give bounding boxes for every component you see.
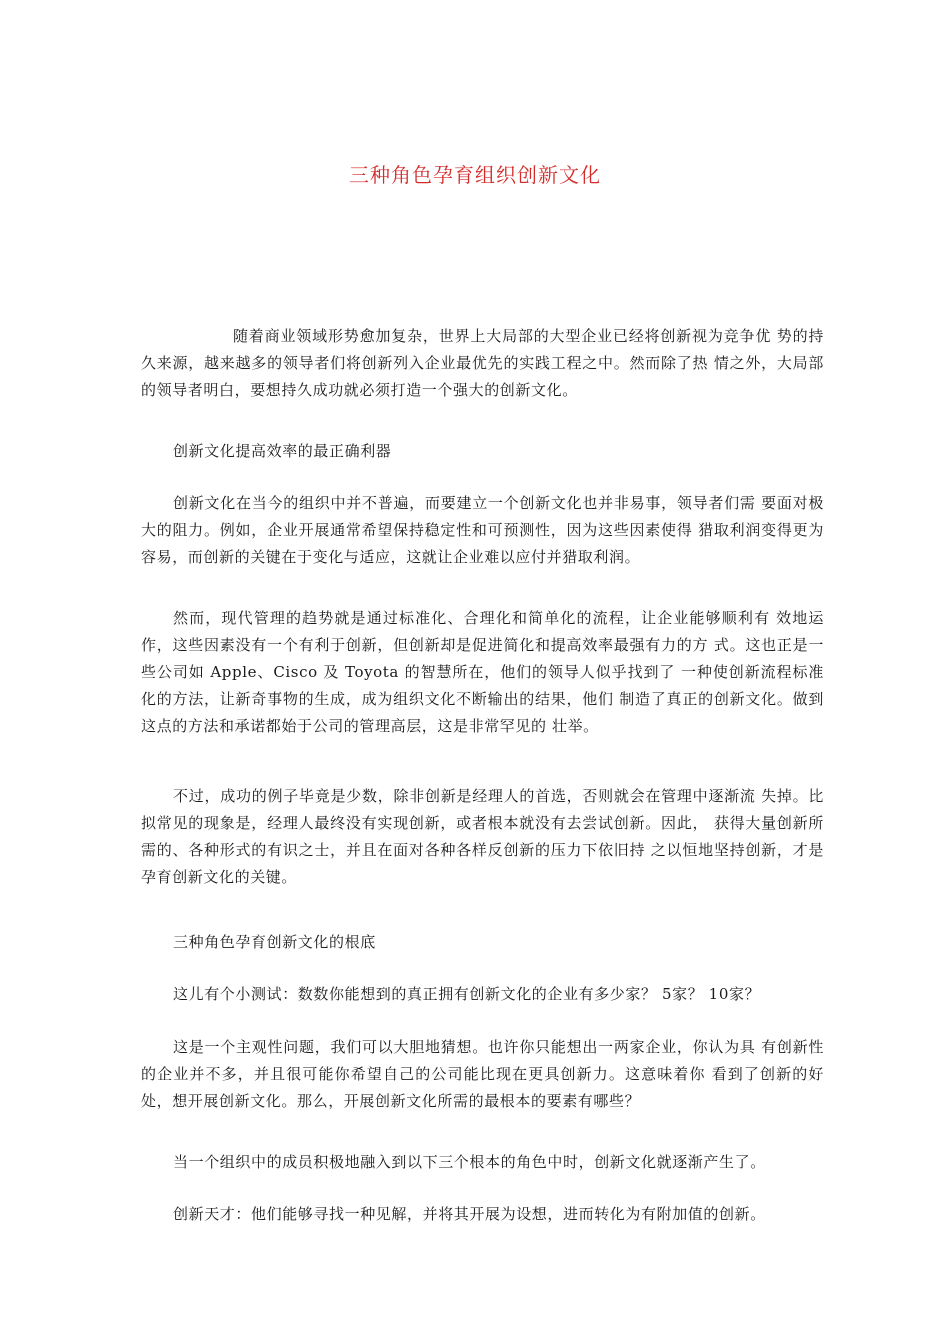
paragraph-resistance: 创新文化在当今的组织中并不普遍，而要建立一个创新文化也并非易事，领导者们需 要面对极大的阻力。例如，企业开展通常希望保持稳定性和可预测性，因为这些因素使得 猎取利润变得更为容易，而创新的关键在于变化与适应，这就让企业难以应付并猎取利润。 [141,494,824,566]
paragraph-roles-intro: 当一个组织中的成员积极地融入到以下三个根本的角色中时，创新文化就逐渐产生了。 [173,1153,766,1171]
paragraph-subjective-question: 这是一个主观性问题，我们可以大胆地猜想。也许你只能想出一两家企业，你认为具 有创新性的企业并不多，并且很可能你希望自己的公司能比现在更具创新力。这意味着你 看到了创新的好处，想开展创新文化。那么，开展创新文化所需的最根本的要素有哪些？ [141,1038,824,1110]
paragraph-success-examples: 不过，成功的例子毕竟是少数，除非创新是经理人的首选，否则就会在管理中逐渐流 失掉。比拟常见的现象是，经理人最终没有实现创新，或者根本就没有去尝试创新。因此， 获得大量创新所需的、各种形式的有识之士，并且在面对各种各样反创新的压力下依旧持 之以恒地坚持创新，才是孕育创新文化的关键。 [141,787,824,886]
section-heading-efficiency: 创新文化提高效率的最正确利器 [173,442,392,460]
paragraph-intro: 随着商业领域形势愈加复杂，世界上大局部的大型企业已经将创新视为竞争优 势的持久来源，越来越多的领导者们将创新列入企业最优先的实践工程之中。然而除了热 情之外，大局部的领导者明白，要想持久成功就必须打造一个强大的创新文化。 [141,327,824,399]
paragraph-quiz: 这儿有个小测试：数数你能想到的真正拥有创新文化的企业有多少家？ 5家？ 10家？ [173,985,761,1003]
paragraph-modern-management: 然而，现代管理的趋势就是通过标准化、合理化和简单化的流程，让企业能够顺利有 效地运作，这些因素没有一个有利于创新，但创新却是促进简化和提高效率最强有力的方 式。这也正是一些公司如 Apple、Cisco 及 Toyota 的智慧所在，他们的领导人似乎找到了 一种使创新流程标准化的方法，让新奇事物的生成，成为组织文化不断输出的结果，他们 制造了真正的创新文化。做到这点的方法和承诺都始于公司的管理高层，这是非常罕见的 壮举。 [141,609,824,735]
paragraph-innovation-genius: 创新天才：他们能够寻找一种见解，并将其开展为设想，进而转化为有附加值的创新。 [173,1205,766,1223]
section-heading-three-roles: 三种角色孕育创新文化的根底 [173,933,376,951]
document-title: 三种角色孕育组织创新文化 [349,163,601,187]
